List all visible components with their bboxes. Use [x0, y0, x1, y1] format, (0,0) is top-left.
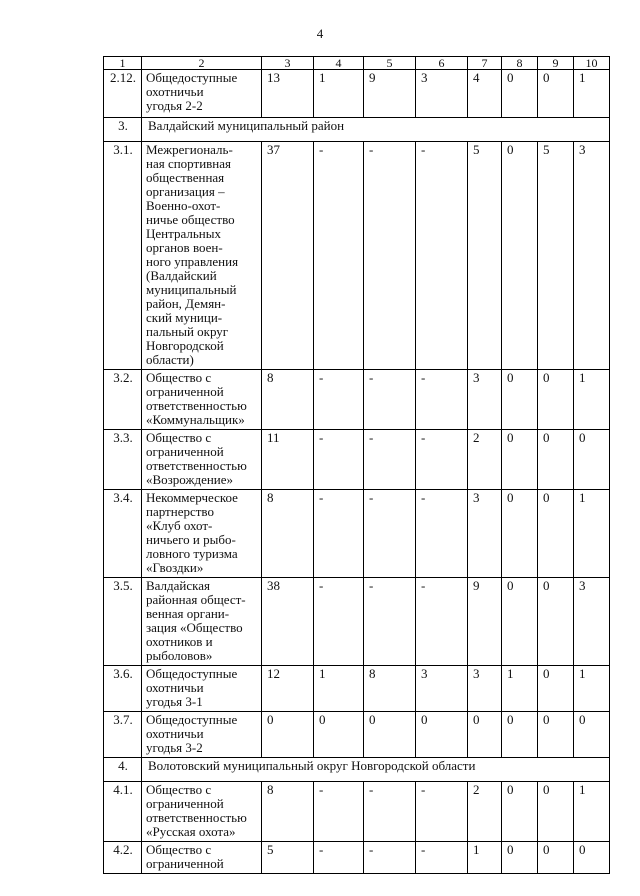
row-number: 3.1.	[104, 142, 142, 370]
value-cell: 9	[364, 70, 416, 118]
row-number: 3.2.	[104, 370, 142, 430]
row-number: 4.1.	[104, 782, 142, 842]
value-cell: -	[364, 490, 416, 578]
table-row	[104, 782, 610, 842]
value-cell: -	[416, 842, 468, 874]
value-cell: 1	[574, 370, 610, 430]
row-number: 2.12.	[104, 70, 142, 118]
row-number: 3.7.	[104, 712, 142, 758]
organization-name: Общедоступные охотничьи угодья 2-2	[142, 70, 262, 118]
row-number: 3.3.	[104, 430, 142, 490]
row-number: 3.	[104, 118, 142, 142]
organization-name: Общество с ограниченной ответственностью «Русская охота»	[142, 782, 262, 842]
table-row	[104, 370, 610, 430]
region-row	[104, 758, 610, 782]
region-name: Валдайский муниципальный район	[142, 118, 610, 142]
value-cell: -	[314, 490, 364, 578]
value-cell: -	[314, 142, 364, 370]
value-cell: 0	[538, 578, 574, 666]
table-row	[104, 578, 610, 666]
value-cell: 0	[502, 712, 538, 758]
value-cell: 38	[262, 578, 314, 666]
value-cell: -	[314, 842, 364, 874]
value-cell: 0	[314, 712, 364, 758]
value-cell: 0	[538, 370, 574, 430]
value-cell: 5	[262, 842, 314, 874]
value-cell: 5	[538, 142, 574, 370]
value-cell: 9	[468, 578, 502, 666]
organization-name: Общедоступные охотничьи угодья 3-2	[142, 712, 262, 758]
value-cell: 0	[502, 842, 538, 874]
value-cell: 0	[538, 490, 574, 578]
value-cell: 0	[416, 712, 468, 758]
row-number: 3.5.	[104, 578, 142, 666]
table-row	[104, 842, 610, 874]
value-cell: 0	[538, 842, 574, 874]
value-cell: 0	[502, 370, 538, 430]
value-cell: -	[314, 578, 364, 666]
region-name: Волотовский муниципальный округ Новгородской области	[142, 758, 610, 782]
value-cell: 1	[574, 666, 610, 712]
value-cell: -	[416, 578, 468, 666]
value-cell: -	[364, 578, 416, 666]
organization-name: Валдайская районная общест- венная органи- зация «Общество охотников и рыболовов»	[142, 578, 262, 666]
value-cell: 0	[262, 712, 314, 758]
value-cell: 3	[468, 370, 502, 430]
value-cell: 11	[262, 430, 314, 490]
value-cell: 0	[502, 430, 538, 490]
table-row	[104, 712, 610, 758]
value-cell: 0	[574, 430, 610, 490]
value-cell: -	[416, 430, 468, 490]
hunting-grounds-table	[103, 56, 610, 874]
value-cell: -	[416, 142, 468, 370]
row-number: 4.	[104, 758, 142, 782]
value-cell: 0	[538, 712, 574, 758]
value-cell: -	[314, 430, 364, 490]
value-cell: 0	[502, 490, 538, 578]
value-cell: -	[416, 370, 468, 430]
table-row	[104, 142, 610, 370]
value-cell: 0	[468, 712, 502, 758]
value-cell: 8	[262, 370, 314, 430]
value-cell: 1	[574, 782, 610, 842]
value-cell: 12	[262, 666, 314, 712]
value-cell: -	[364, 430, 416, 490]
region-row	[104, 118, 610, 142]
value-cell: 0	[538, 666, 574, 712]
value-cell: 3	[468, 490, 502, 578]
value-cell: 1	[502, 666, 538, 712]
value-cell: 4	[468, 70, 502, 118]
column-header: 6	[416, 57, 468, 70]
value-cell: 0	[538, 70, 574, 118]
value-cell: -	[416, 782, 468, 842]
value-cell: 3	[574, 142, 610, 370]
table-row	[104, 666, 610, 712]
value-cell: -	[364, 842, 416, 874]
value-cell: 13	[262, 70, 314, 118]
value-cell: 0	[574, 712, 610, 758]
value-cell: 0	[538, 782, 574, 842]
value-cell: 0	[538, 430, 574, 490]
organization-name: Межрегиональ- ная спортивная общественная организация – Военно-охот- ничье общество Центральных органов воен- ного управления (Валдайский муниципальный район, Демян- ский муници- пальный округ Новгородской области)	[142, 142, 262, 370]
organization-name: Общество с ограниченной ответственностью «Коммунальщик»	[142, 370, 262, 430]
header-row	[104, 57, 610, 70]
value-cell: 3	[416, 70, 468, 118]
column-header: 4	[314, 57, 364, 70]
value-cell: 8	[262, 490, 314, 578]
value-cell: 1	[314, 70, 364, 118]
value-cell: -	[364, 782, 416, 842]
value-cell: 0	[502, 782, 538, 842]
column-header: 10	[574, 57, 610, 70]
value-cell: 3	[468, 666, 502, 712]
organization-name: Некоммерческое партнерство «Клуб охот- ничьего и рыбо- ловного туризма «Гвоздки»	[142, 490, 262, 578]
value-cell: 3	[416, 666, 468, 712]
column-header: 3	[262, 57, 314, 70]
row-number: 4.2.	[104, 842, 142, 874]
organization-name: Общедоступные охотничьи угодья 3-1	[142, 666, 262, 712]
value-cell: 8	[262, 782, 314, 842]
organization-name: Общество с ограниченной ответственностью «Возрождение»	[142, 430, 262, 490]
value-cell: 2	[468, 782, 502, 842]
value-cell: -	[364, 370, 416, 430]
value-cell: 0	[502, 578, 538, 666]
organization-name: Общество с ограниченной	[142, 842, 262, 874]
table-row	[104, 430, 610, 490]
value-cell: 0	[502, 70, 538, 118]
table-row	[104, 490, 610, 578]
value-cell: 1	[468, 842, 502, 874]
value-cell: 1	[314, 666, 364, 712]
column-header: 1	[104, 57, 142, 70]
value-cell: 1	[574, 70, 610, 118]
value-cell: 3	[574, 578, 610, 666]
table-body	[104, 70, 610, 874]
row-number: 3.4.	[104, 490, 142, 578]
column-header: 8	[502, 57, 538, 70]
value-cell: -	[314, 370, 364, 430]
value-cell: 37	[262, 142, 314, 370]
column-header: 2	[142, 57, 262, 70]
column-header: 7	[468, 57, 502, 70]
table-row	[104, 70, 610, 118]
column-header: 9	[538, 57, 574, 70]
value-cell: -	[364, 142, 416, 370]
page-number: 4	[316, 26, 324, 41]
value-cell: 0	[574, 842, 610, 874]
value-cell: 0	[502, 142, 538, 370]
value-cell: 5	[468, 142, 502, 370]
value-cell: 2	[468, 430, 502, 490]
value-cell: 1	[574, 490, 610, 578]
column-header: 5	[364, 57, 416, 70]
value-cell: -	[416, 490, 468, 578]
value-cell: -	[314, 782, 364, 842]
value-cell: 8	[364, 666, 416, 712]
value-cell: 0	[364, 712, 416, 758]
row-number: 3.6.	[104, 666, 142, 712]
